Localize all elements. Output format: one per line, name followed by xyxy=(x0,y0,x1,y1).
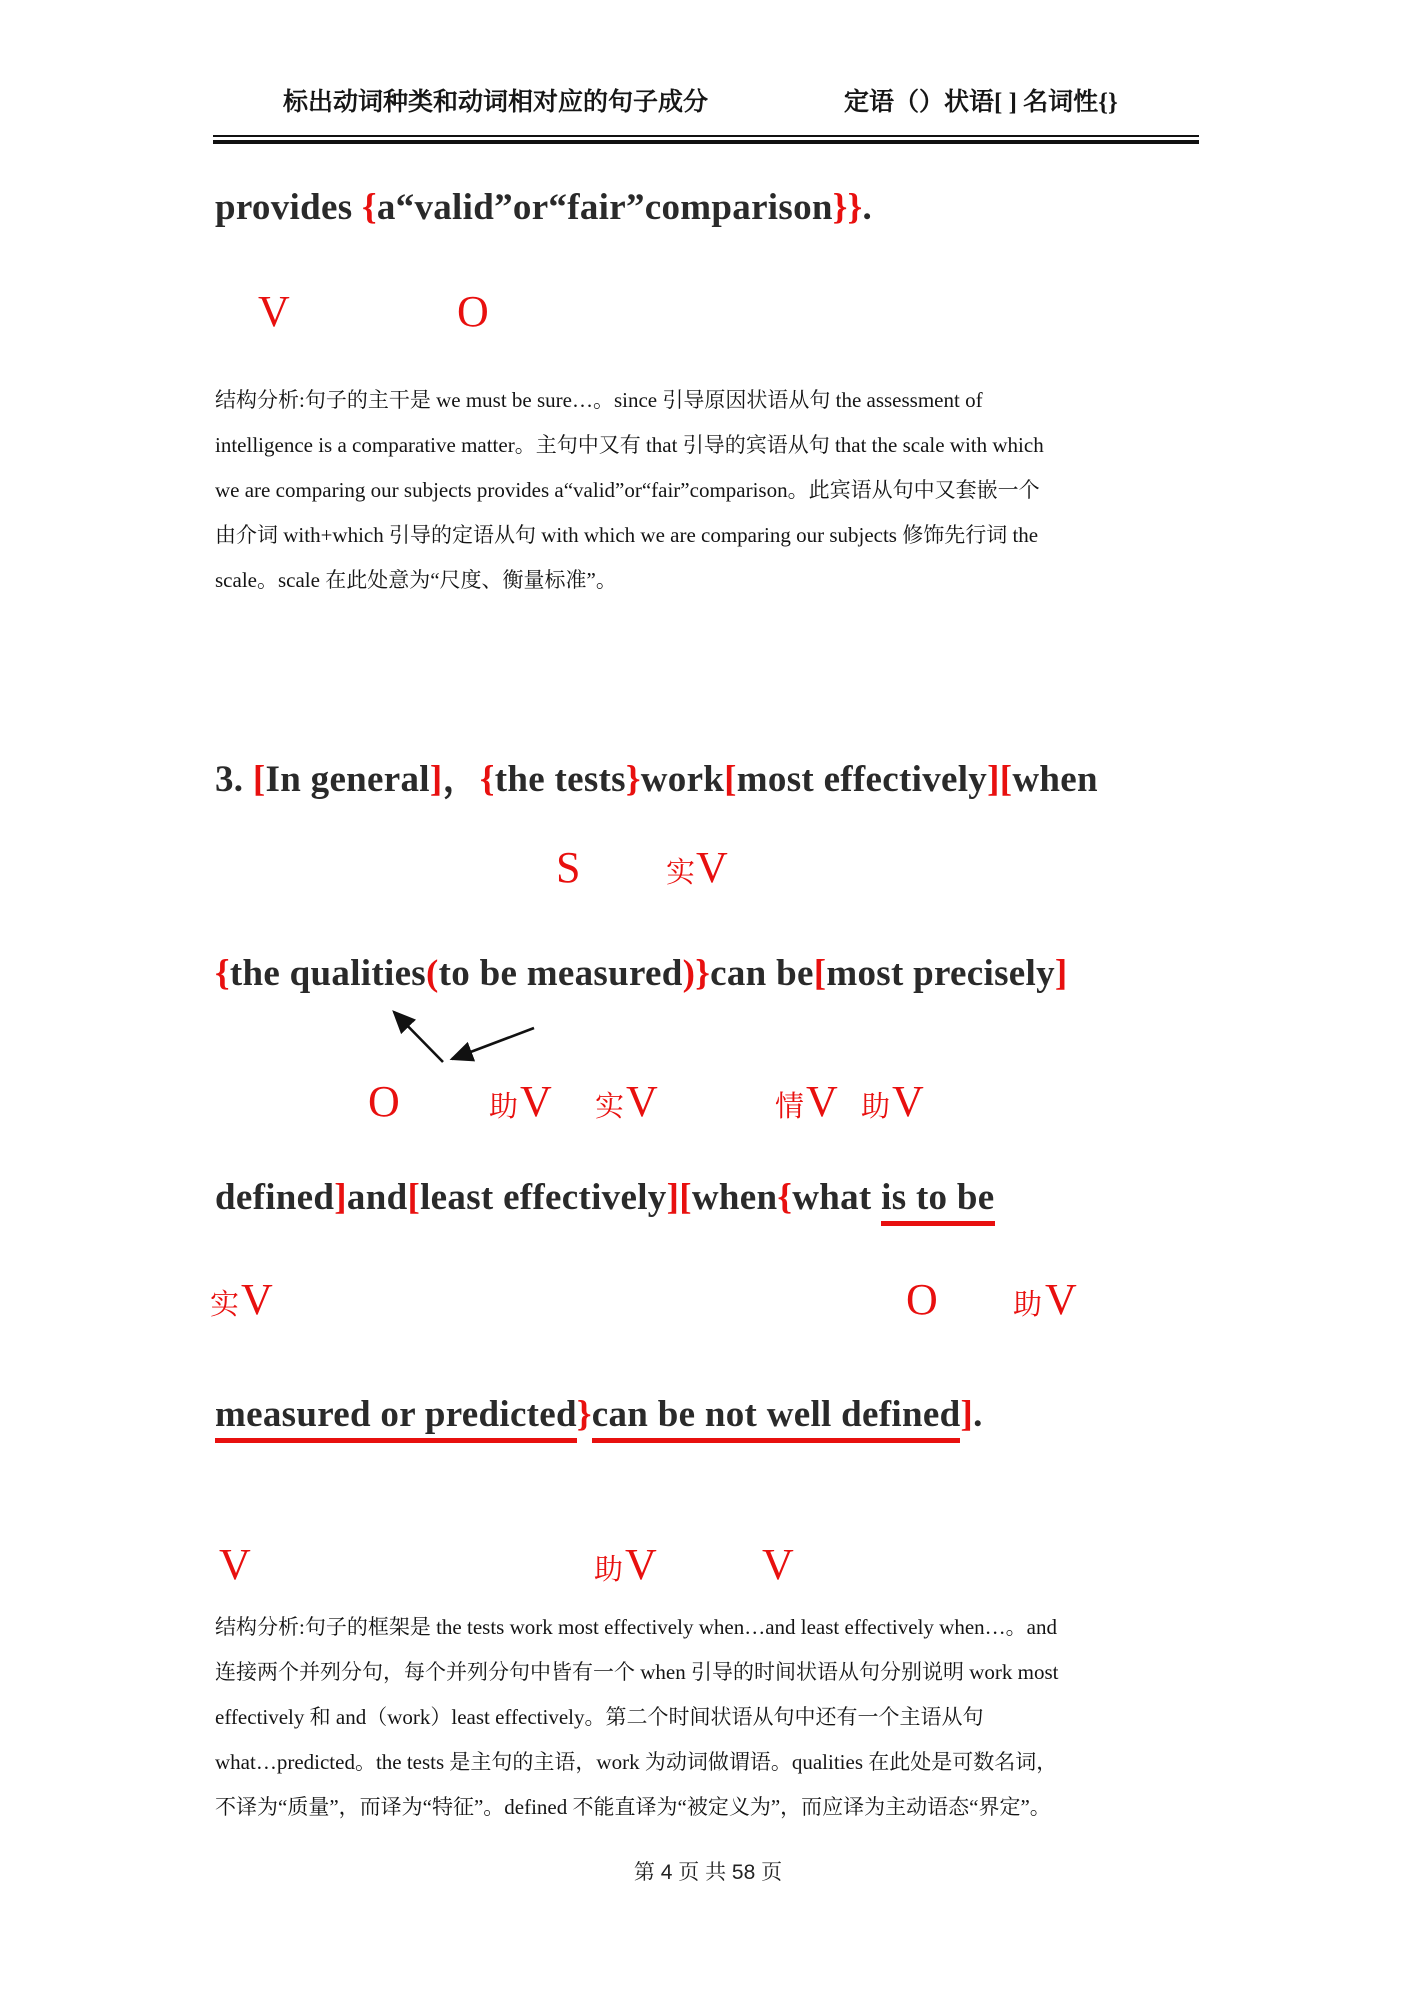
text-segment: measured or predicted xyxy=(215,1394,577,1443)
header-right-legend: 定语（）状语[ ] 名词性{} xyxy=(844,89,1118,116)
text-segment: { xyxy=(215,953,230,994)
text-segment: to be measured xyxy=(438,953,683,994)
text-segment: least effectively xyxy=(420,1177,667,1218)
text-segment: In general xyxy=(265,759,430,800)
sentence-line xyxy=(215,1393,983,1436)
text-segment: when xyxy=(691,1177,778,1218)
paragraph-line: 连接两个并列分句，每个并列分句中皆有一个 when 引导的时间状语从句分别说明 work most xyxy=(215,1660,1059,1684)
text-segment: [ xyxy=(813,953,827,994)
paragraph-line: 由介词 with+which 引导的定语从句 with which we are comparing our subjects 修饰先行词 the xyxy=(215,523,1039,547)
paragraph-line: 不译为“质量”，而译为“特征”。defined 不能直译为“被定义为”，而应译为主动语态“界定”。 xyxy=(215,1795,1051,1819)
page-footer: 第 4 页 共 58 页 xyxy=(633,1861,783,1884)
grammar-annotation: V xyxy=(892,1077,924,1126)
header-rule xyxy=(213,135,1199,144)
text-segment: { xyxy=(777,1177,793,1218)
paragraph-line: we are comparing our subjects provides a“valid”or“fair”comparison。此宾语从句中又套嵌一个 xyxy=(215,478,1040,502)
grammar-annotation: 实 xyxy=(210,1289,240,1321)
grammar-annotation: O xyxy=(368,1077,400,1126)
text-segment: ] xyxy=(334,1177,347,1218)
analysis-paragraph-2 xyxy=(215,1605,1210,1830)
text-segment: { xyxy=(361,187,377,228)
text-segment: defined xyxy=(215,1177,335,1218)
text-segment: 3. xyxy=(215,759,253,800)
text-segment: can be not well defined xyxy=(592,1394,961,1443)
grammar-annotation: V xyxy=(258,287,290,336)
grammar-annotation: 情 xyxy=(775,1091,805,1123)
text-segment: [ xyxy=(724,759,737,800)
text-segment: . xyxy=(862,187,873,228)
sentence-line xyxy=(215,1176,995,1219)
paragraph-line: 结构分析:句子的主干是 we must be sure…。since 引导原因状语从句 the assessment of xyxy=(215,388,983,412)
grammar-annotation: V xyxy=(806,1077,838,1126)
analysis-paragraph-1 xyxy=(215,378,1210,603)
paragraph-line: scale。scale 在此处意为“尺度、衡量标准”。 xyxy=(215,568,617,592)
text-segment: most precisely xyxy=(826,953,1055,994)
text-segment: work xyxy=(640,759,725,800)
paragraph-line: what…predicted。the tests 是主句的主语，work 为动词做谓语。qualities 在此处是可数名词， xyxy=(215,1750,1058,1774)
sentence-line xyxy=(215,748,1098,802)
header-left-title: 标出动词种类和动词相对应的句子成分 xyxy=(283,89,709,116)
grammar-annotation: 实 xyxy=(666,857,696,889)
text-segment: provides xyxy=(215,187,362,228)
grammar-annotation: O xyxy=(457,287,489,336)
paragraph-line: intelligence is a comparative matter。主句中又有 that 引导的宾语从句 that the scale with which xyxy=(215,433,1044,457)
text-segment: can be xyxy=(710,953,814,994)
sentence-line xyxy=(215,186,872,229)
text-segment: the qualities xyxy=(229,953,426,994)
text-segment: } xyxy=(625,759,641,800)
grammar-annotation: 助 xyxy=(1013,1289,1043,1321)
grammar-annotation: 助 xyxy=(594,1554,624,1586)
paragraph-line: 结构分析:句子的框架是 the tests work most effectively when…and least effectively when…。and xyxy=(215,1615,1057,1639)
grammar-annotation: 实 xyxy=(595,1091,625,1123)
text-segment: ] xyxy=(429,759,443,800)
text-segment: what xyxy=(792,1177,882,1218)
text-segment: ， xyxy=(442,759,480,800)
grammar-annotation: V xyxy=(520,1077,552,1126)
text-segment: the tests xyxy=(494,759,626,800)
grammar-annotation: V xyxy=(696,843,728,892)
text-segment: most effectively xyxy=(736,759,988,800)
grammar-annotation: S xyxy=(556,843,581,892)
sentence-line xyxy=(215,952,1068,995)
grammar-annotation: V xyxy=(219,1540,251,1589)
grammar-annotation: V xyxy=(625,1540,657,1589)
text-segment: ] xyxy=(1054,953,1068,994)
grammar-annotation: 助 xyxy=(489,1091,519,1123)
text-segment: [ xyxy=(999,759,1013,800)
grammar-annotation: V xyxy=(1045,1275,1077,1324)
text-segment: ] xyxy=(960,1394,974,1435)
paragraph-line: effectively 和 and（work）least effectively。第二个时间状语从句中还有一个主语从句 xyxy=(215,1705,984,1729)
text-segment: and xyxy=(346,1177,408,1218)
text-segment: { xyxy=(479,759,495,800)
text-segment: [ xyxy=(252,759,266,800)
text-segment: } xyxy=(695,953,711,994)
grammar-annotation: V xyxy=(762,1540,794,1589)
text-segment: ) xyxy=(682,953,696,994)
grammar-annotation: V xyxy=(241,1275,273,1324)
text-segment: } xyxy=(576,1394,592,1435)
text-segment: ] xyxy=(987,759,1000,800)
text-segment: ( xyxy=(426,953,439,994)
text-segment: [ xyxy=(679,1177,692,1218)
text-segment: is to be xyxy=(881,1177,994,1226)
grammar-annotation: 助 xyxy=(861,1091,891,1123)
text-segment: }} xyxy=(832,187,863,228)
text-segment: ] xyxy=(666,1177,680,1218)
text-segment: . xyxy=(973,1394,983,1435)
grammar-annotation: V xyxy=(626,1077,658,1126)
text-segment: [ xyxy=(407,1177,421,1218)
text-segment: when xyxy=(1012,759,1098,800)
grammar-annotation: O xyxy=(906,1275,938,1324)
text-segment: a“valid”or“fair”comparison xyxy=(376,187,833,228)
